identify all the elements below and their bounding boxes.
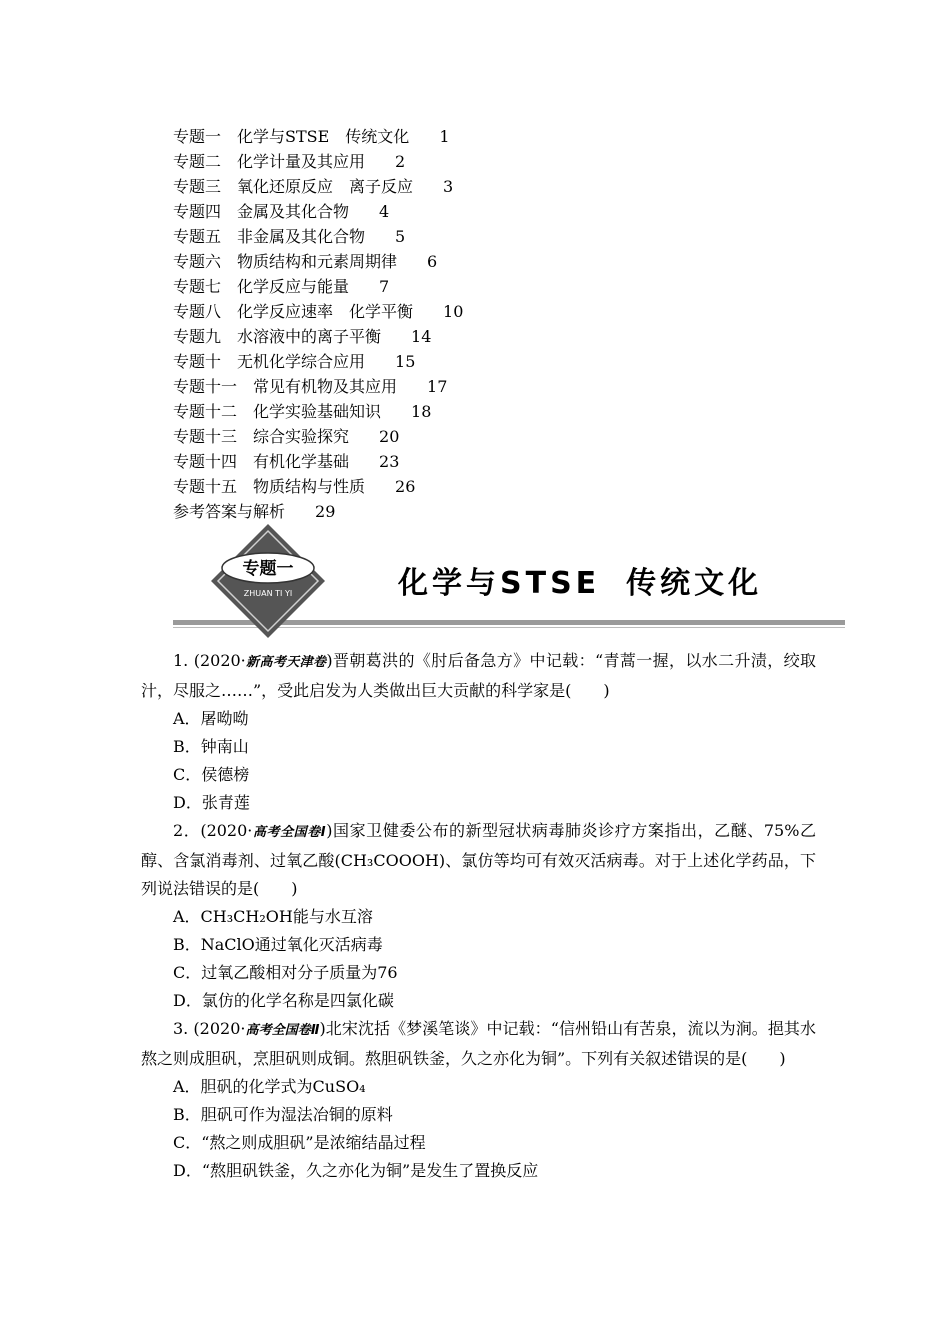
question-2: 2．(2020·高考全国卷Ⅰ)国家卫健委公布的新型冠状病毒肺炎诊疗方案指出，乙醚、75%乙醇、含氯消毒剂、过氧乙酸(CH₃COOOH)、氯仿等均可有效灭活病毒。对于上述化学药品，下列说法错误的是( ): [141, 821, 816, 898]
toc-entry[interactable]: 专题十五 物质结构与性质 26: [173, 477, 416, 496]
option[interactable]: B．胆矾可作为湿法冶铜的原料: [173, 1105, 393, 1124]
section-banner: [173, 528, 845, 644]
topic-badge-icon: [209, 522, 327, 640]
toc-entry[interactable]: 专题十三 综合实验探究 20: [173, 427, 400, 446]
toc-entry[interactable]: 专题十四 有机化学基础 23: [173, 452, 400, 471]
question-3: 3. (2020·高考全国卷Ⅱ)北宋沈括《梦溪笔谈》中记载：“信州铅山有苦泉，流以为涧。挹其水熬之则成胆矾，烹胆矾则成铜。熬胆矾铁釜，久之亦化为铜”。下列有关叙述错误的是( ): [141, 1019, 816, 1068]
option[interactable]: A．胆矾的化学式为CuSO₄: [173, 1077, 366, 1096]
badge-pinyin: ZHUAN TI YI: [243, 589, 293, 598]
question-list: [141, 647, 816, 1185]
option[interactable]: A．CH₃CH₂OH能与水互溶: [173, 907, 373, 926]
badge-label: 专题一: [242, 559, 294, 579]
question-1: 1. (2020·新高考天津卷)晋朝葛洪的《肘后备急方》中记载：“青蒿一握，以水二升渍，绞取汁，尽服之……”，受此启发为人类做出巨大贡献的科学家是( ): [141, 651, 816, 700]
option[interactable]: C．过氧乙酸相对分子质量为76: [173, 963, 398, 982]
toc-entry[interactable]: 参考答案与解析 29: [173, 502, 336, 521]
toc-entry[interactable]: 专题十 无机化学综合应用 15: [173, 352, 416, 371]
toc-entry[interactable]: 专题五 非金属及其化合物 5: [173, 227, 406, 246]
toc-entry[interactable]: 专题六 物质结构和元素周期律 6: [173, 252, 438, 271]
toc-entry[interactable]: 专题九 水溶液中的离子平衡 14: [173, 327, 432, 346]
toc-entry[interactable]: 专题八 化学反应速率 化学平衡 10: [173, 302, 464, 321]
option[interactable]: D．“熬胆矾铁釜，久之亦化为铜”是发生了置换反应: [173, 1161, 539, 1180]
table-of-contents: [173, 124, 463, 524]
option[interactable]: C．“熬之则成胆矾”是浓缩结晶过程: [173, 1133, 426, 1152]
toc-entry[interactable]: 专题四 金属及其化合物 4: [173, 202, 390, 221]
toc-entry[interactable]: 专题三 氧化还原反应 离子反应 3: [173, 177, 454, 196]
option[interactable]: A．屠呦呦: [173, 709, 249, 728]
option[interactable]: C．侯德榜: [173, 765, 250, 784]
section-title: 化学与STSE 传统文化: [398, 566, 763, 601]
toc-entry[interactable]: 专题二 化学计量及其应用 2: [173, 152, 406, 171]
toc-entry[interactable]: 专题一 化学与STSE 传统文化 1: [173, 127, 450, 146]
toc-entry[interactable]: 专题十二 化学实验基础知识 18: [173, 402, 432, 421]
option[interactable]: B．钟南山: [173, 737, 249, 756]
toc-entry[interactable]: 专题七 化学反应与能量 7: [173, 277, 390, 296]
option[interactable]: D．氯仿的化学名称是四氯化碳: [173, 991, 394, 1010]
option[interactable]: B．NaClO通过氧化灭活病毒: [173, 935, 383, 954]
option[interactable]: D．张青莲: [173, 793, 250, 812]
toc-entry[interactable]: 专题十一 常见有机物及其应用 17: [173, 377, 448, 396]
